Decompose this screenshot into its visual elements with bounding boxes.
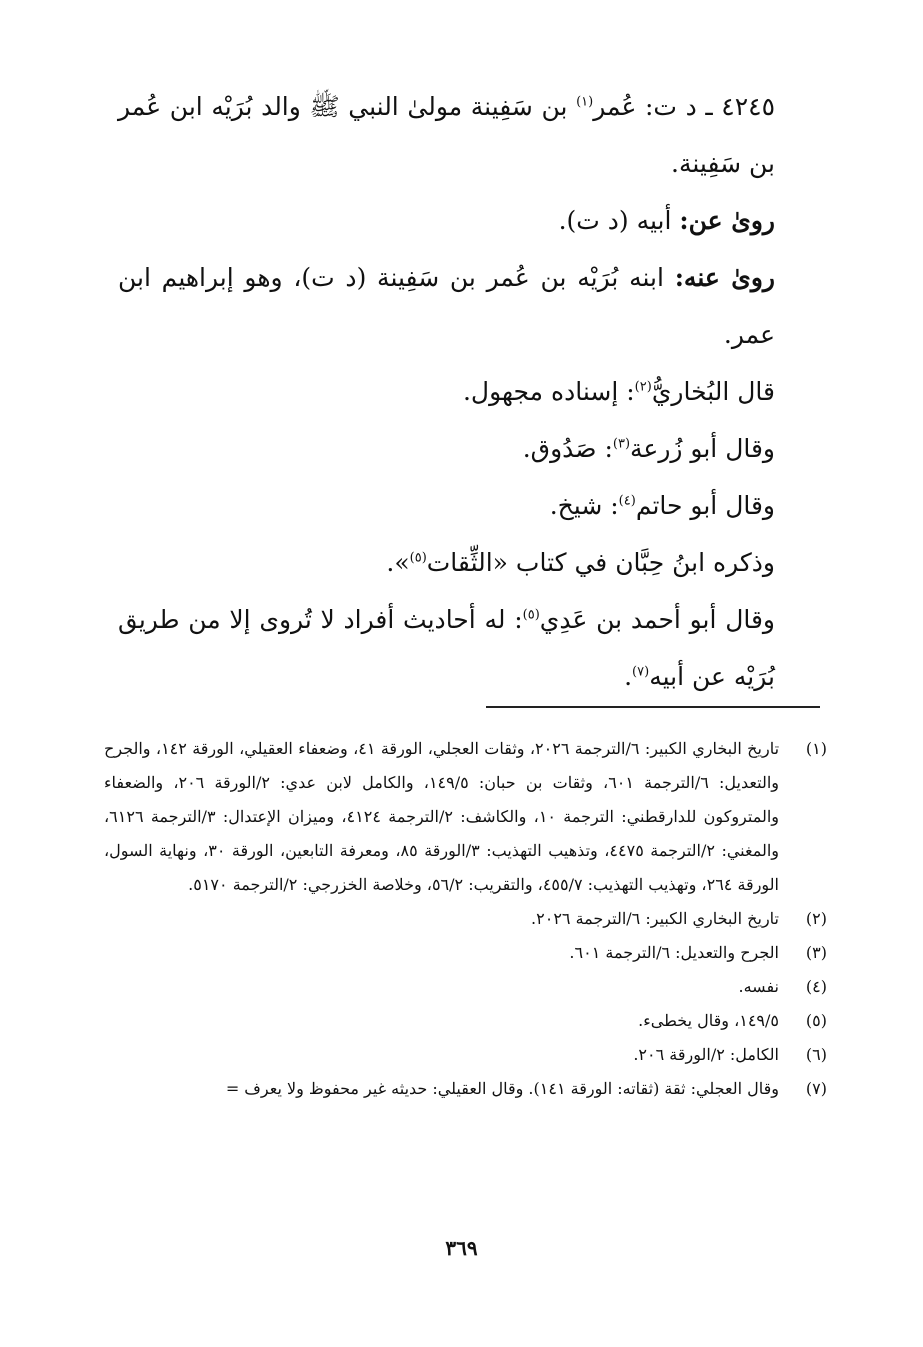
quote-bukhari: [118, 363, 825, 420]
footnote-number: (٣): [805, 943, 827, 962]
footnote-number: (١): [805, 739, 827, 758]
footnote-ref-7: (٧): [632, 664, 650, 680]
quote-ibn-hibban: [118, 534, 825, 591]
footnote-separator: [486, 706, 820, 708]
quote-ibn-hibban-close: ».: [386, 548, 410, 577]
quote-abu-hatim: [118, 477, 825, 534]
narrated-from-text: أبيه (د ت).: [558, 206, 680, 235]
footnote-number: (٥): [805, 1011, 827, 1030]
footnote-number: (٤): [805, 977, 827, 996]
entry-description: بن سَفِينة مولىٰ النبي ﷺ والد بُرَيْه ابن عُمر بن سَفِينة.: [118, 92, 775, 178]
entry-number-and-name: ٤٢٤٥ ـ د ت: عُمر: [593, 92, 775, 121]
narrated-from-line: [118, 192, 825, 249]
footnote-ref-2: (٢): [634, 379, 652, 395]
footnote-item: [104, 902, 827, 936]
quote-abu-zura: [118, 420, 825, 477]
page-number: ٣٦٩: [445, 1236, 478, 1260]
footnote-item: [104, 1038, 827, 1072]
footnote-text: الكامل: ٢/الورقة ٢٠٦.: [633, 1045, 779, 1064]
main-text: [118, 78, 825, 705]
quote-bukhari-speaker: قال البُخاريُّ: [651, 377, 775, 406]
quote-abu-zura-text: : صَدُوق.: [522, 434, 613, 463]
footnote-ref-5b: (٥): [522, 607, 540, 623]
footnote-ref-1: (١): [576, 94, 594, 110]
quote-abu-hatim-speaker: وقال أبو حاتم: [635, 491, 775, 520]
quote-ibn-hibban-text: وذكره ابنُ حِبَّان في كتاب «الثِّقات: [426, 548, 775, 577]
footnote-ref-4: (٤): [618, 493, 636, 509]
narrated-from-label: روىٰ عن:: [679, 206, 775, 235]
footnote-text: وقال العجلي: ثقة (ثقاته: الورقة ١٤١). وقال العقيلي: حديثه غير محفوظ ولا يعرف =: [225, 1079, 779, 1098]
footnote-number: (٢): [805, 909, 827, 928]
quote-bukhari-text: : إسناده مجهول.: [462, 377, 635, 406]
quote-ibn-adi-end: .: [624, 662, 633, 691]
quote-ibn-adi-text: : له أحاديث أفراد لا تُروى إلا من طريق بُرَيْه عن أبيه: [118, 605, 775, 691]
narrated-by-text: ابنه بُرَيْه بن عُمر بن سَفِينة (د ت)، وهو إبراهيم ابن عمر.: [118, 263, 775, 349]
footnote-item: [104, 732, 827, 902]
quote-abu-hatim-text: : شيخ.: [549, 491, 619, 520]
footnote-text: تاريخ البخاري الكبير: ٦/الترجمة ٢٠٢٦.: [531, 909, 779, 928]
quote-ibn-adi: [118, 591, 825, 705]
footnotes: [104, 732, 827, 1106]
quote-ibn-adi-speaker: وقال أبو أحمد بن عَدِي: [539, 605, 775, 634]
footnote-text: ١٤٩/٥، وقال يخطىء.: [638, 1011, 779, 1030]
narrated-by-line: [118, 249, 825, 363]
footnote-item: [104, 936, 827, 970]
footnote-ref-3: (٣): [612, 436, 631, 452]
footnote-text: تاريخ البخاري الكبير: ٦/الترجمة ٢٠٢٦، وثقات العجلي، الورقة ٤١، وضعفاء العقيلي، الورقة ١٤٢، والجرح والتعديل: ٦/الترجمة ٦٠١، وثقات بن حبان: ١٤٩/٥، والكامل لابن عدي: ٢/الورقة ٢٠٦، والضعفاء والمتروكون للدارقطني: الترجمة ١٠، والكاشف: ٢/الترجمة ٤١٢٤، وميزان الإعتدال: ٣/الترجمة ٦١٢٦، والمغني: ٢/الترجمة ٤٤٧٥، وتذهيب التهذيب: ٣/الورقة ٨٥، ومعرفة التابعين، الورقة ٣٠، ونهاية السول، الورقة ٢٦٤، وتهذيب التهذيب: ٤٥٥/٧، والتقريب: ٥٦/٢، وخلاصة الخزرجي: ٢/الترجمة ٥١٧٠.: [104, 739, 780, 894]
footnote-number: (٧): [805, 1079, 827, 1098]
narrated-by-label: روىٰ عنه:: [674, 263, 775, 292]
footnote-ref-5a: (٥): [409, 550, 427, 566]
footnote-item: [104, 1072, 827, 1106]
footnote-text: نفسه.: [738, 977, 779, 996]
footnote-number: (٦): [805, 1045, 827, 1064]
quote-abu-zura-speaker: وقال أبو زُرعة: [630, 434, 775, 463]
footnote-item: [104, 970, 827, 1004]
footnote-item: [104, 1004, 827, 1038]
footnote-text: الجرح والتعديل: ٦/الترجمة ٦٠١.: [569, 943, 779, 962]
entry-heading: [118, 78, 825, 192]
